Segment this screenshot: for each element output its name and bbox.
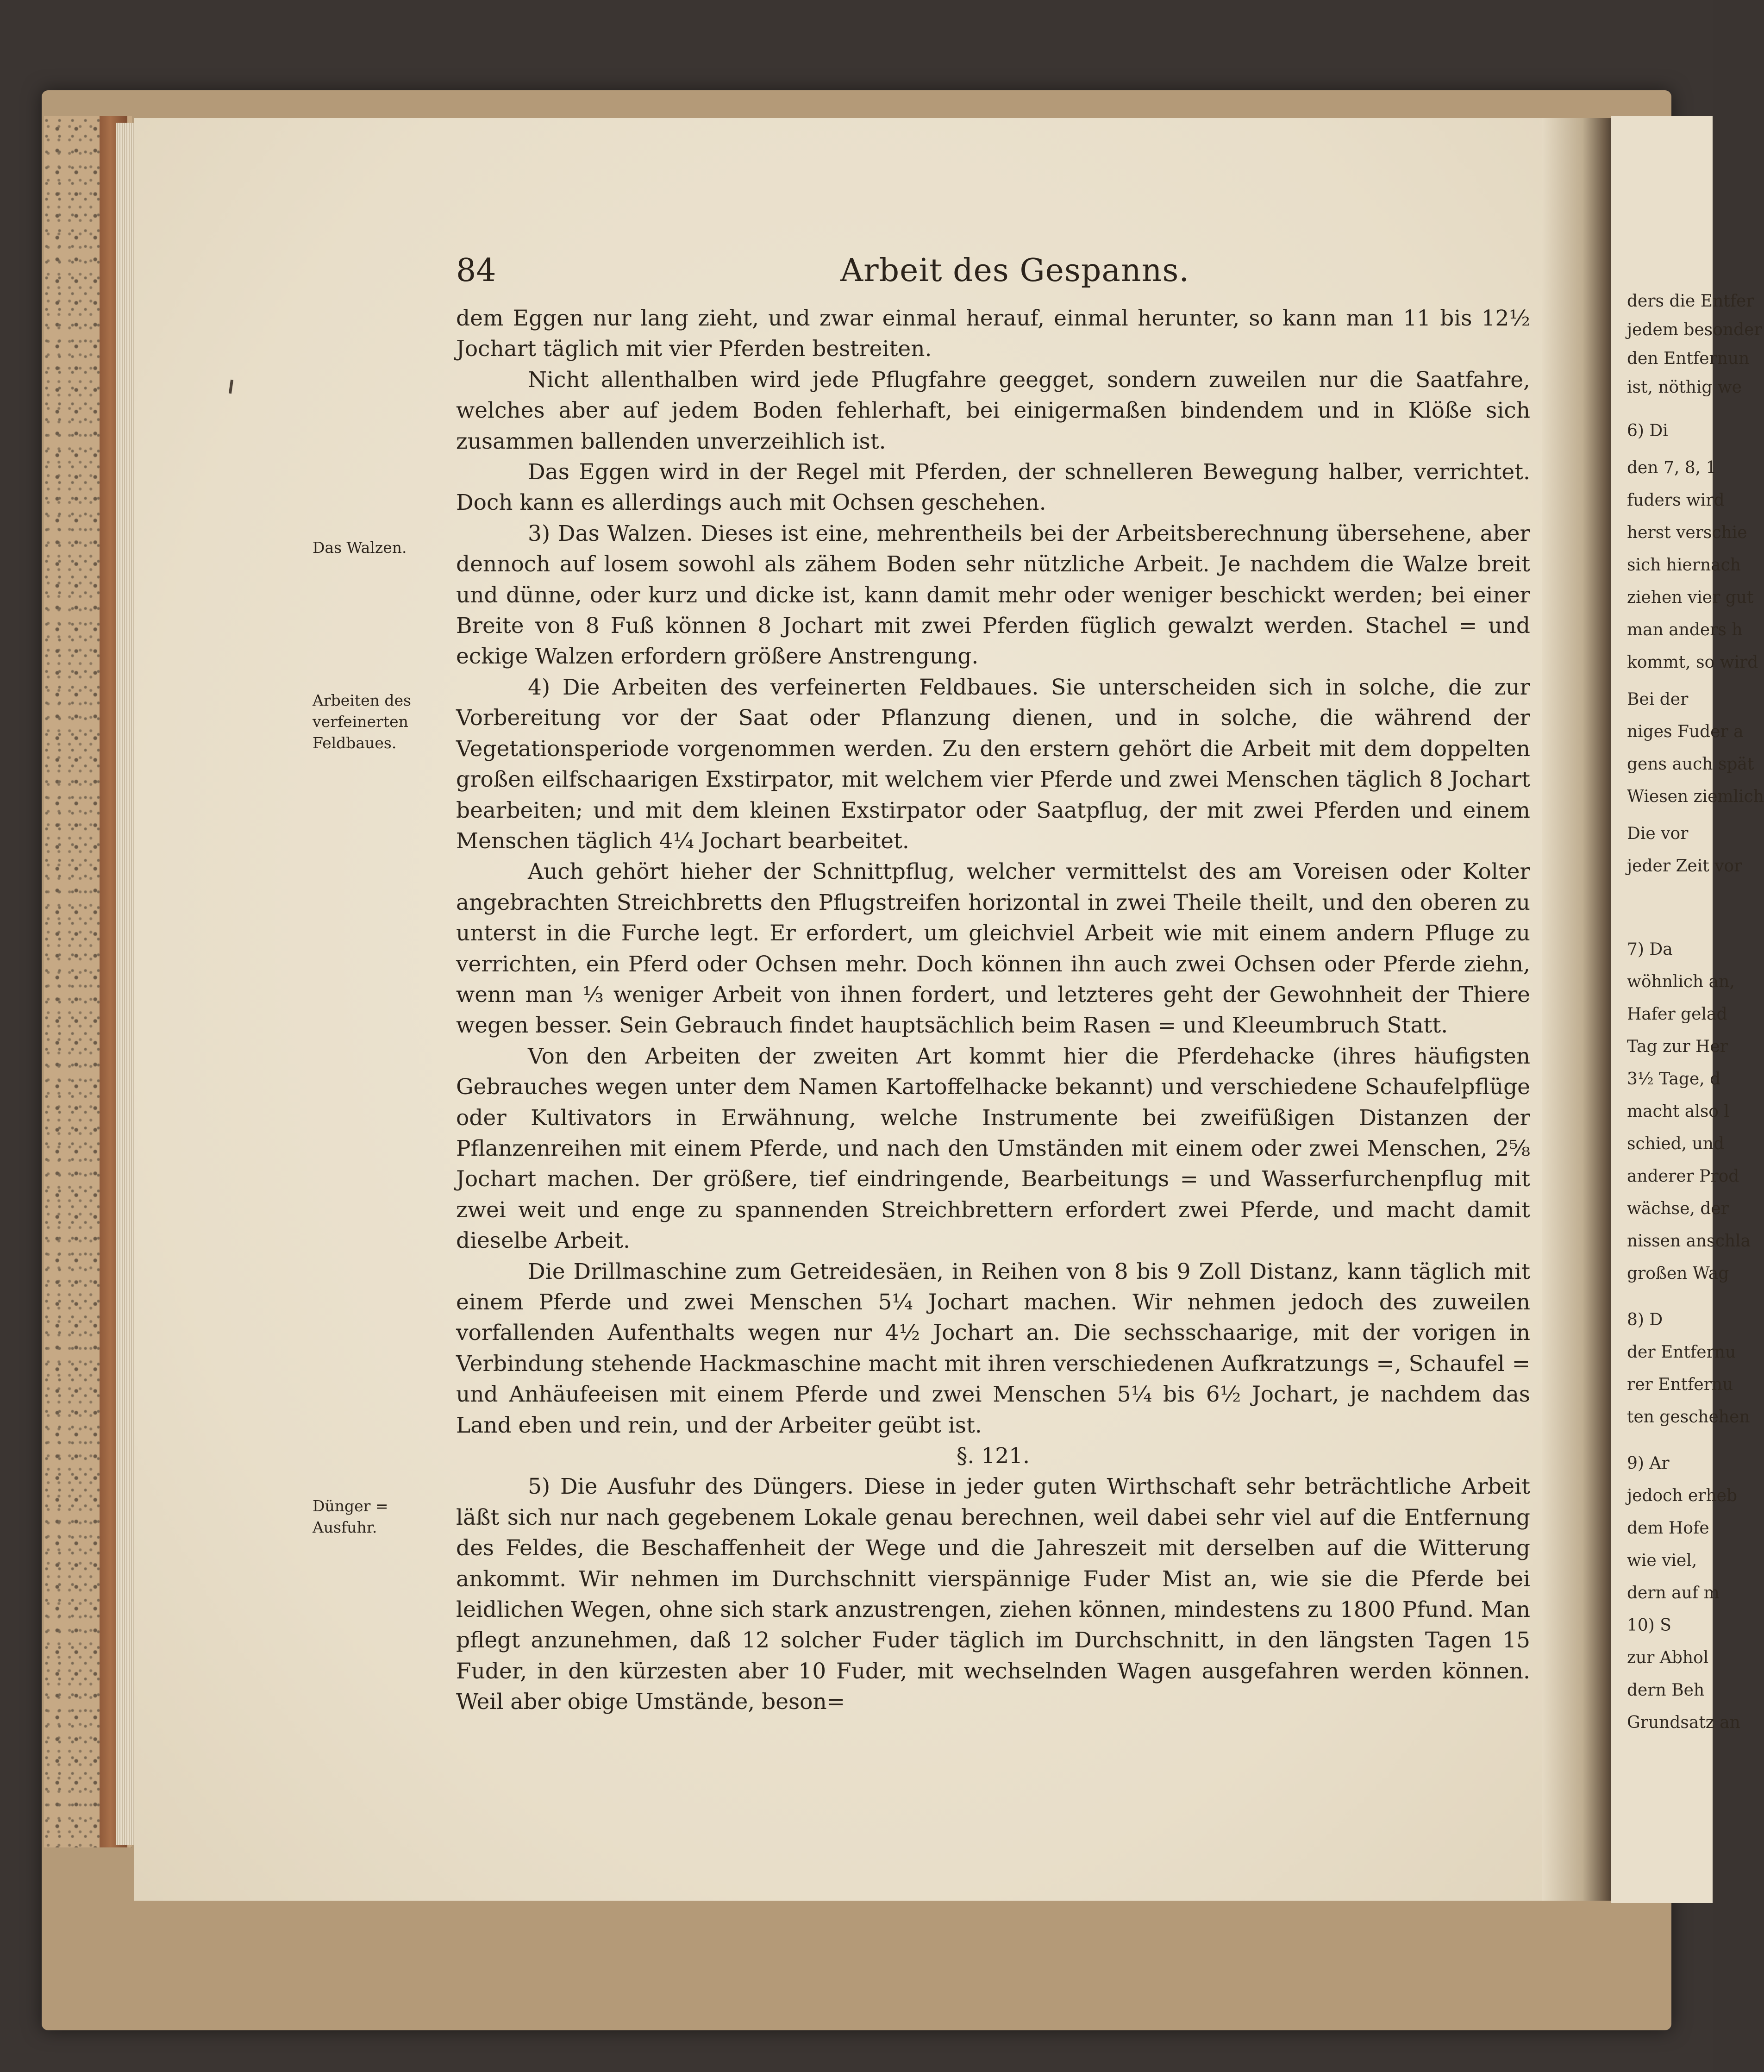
paragraph: Das Eggen wird in der Regel mit Pferden, der schnelleren Bewegung halber, verrichtet. Doch kann es allerdings auch mit Ochsen geschehen. (456, 459, 1530, 516)
facing-page-line: jedem besonder (1627, 320, 1762, 339)
facing-page-line: ders die Entfer (1627, 292, 1754, 311)
facing-page-line: 7) Da (1627, 940, 1673, 959)
facing-page-line: ten geschehen (1627, 1408, 1750, 1427)
facing-page-line: fuders wird (1627, 491, 1725, 510)
paragraph: Die Drillmaschine zum Getreidesäen, in Reihen von 8 bis 9 Zoll Distanz, kann täglich mit einem Pferde und zwei Menschen 5¼ Jochart machen. Wir nehmen jedoch des zuweilen vorfallenden Aufenthalts wegen nur 4½ Jochart an. Die sechsschaarige, mit der vorigen in Verbindung stehende Hackmaschine macht mit ihren verschiedenen Aufkratzungs =, Schaufel = und Anhäufeeisen mit einem Pferde und zwei Menschen 5¼ bis 6½ Jochart, je nachdem das Land eben und rein, und der Arbeiter geübt ist. (456, 1258, 1530, 1438)
facing-page (1611, 116, 1764, 1903)
facing-page-line: Hafer gelad (1627, 1005, 1727, 1024)
facing-page-line: 3½ Tage, d (1627, 1070, 1721, 1089)
facing-page-line: kommt, so wird (1627, 653, 1758, 672)
marginal-note: Das Walzen. (313, 538, 407, 557)
facing-page-line: macht also l (1627, 1102, 1729, 1121)
facing-page-line: 6) Di (1627, 421, 1668, 440)
book-gutter (1542, 118, 1616, 1901)
paragraph: 3) Das Walzen. Dieses ist eine, mehrentheils bei der Arbeitsberechnung übersehene, aber dennoch auf losem sowohl als zähem Boden sehr nützliche Arbeit. Je nachdem die Walze breit und dünne, oder kurz und dicke ist, kann damit mehr oder weniger beschickt werden; bei einer Breite von 8 Fuß können 8 Jochart mit zwei Pferden füglich gewalzt werden. Stachel = und eckige Walzen erfordern größere Anstrengung. (456, 520, 1530, 670)
facing-page-line: der Entfernu (1627, 1343, 1736, 1362)
running-title: Arbeit des Gespanns. (840, 252, 1189, 289)
facing-page-line: dem Hofe (1627, 1519, 1709, 1538)
paragraph: Nicht allenthalben wird jede Pflugfahre geegget, sondern zuweilen nur die Saatfahre, welches aber auf jedem Boden fehlerhaft, bei einigermaßen bindendem und in Klöße sich zusammen ballenden unverzeihlich ist. (456, 367, 1530, 454)
facing-page-line: 10) S (1627, 1616, 1671, 1635)
facing-page-line: gens auch spät (1627, 755, 1754, 774)
facing-page-line: den Entfernun (1627, 349, 1750, 368)
marginal-note: Arbeiten des verfeinerten Feldbaues. (313, 691, 411, 752)
facing-page-line: ziehen vier gut (1627, 588, 1754, 607)
facing-page-line: 8) D (1627, 1310, 1663, 1329)
paragraph: Von den Arbeiten der zweiten Art kommt hier die Pferdehacke (ihres häufigsten Gebrauches wegen unter dem Namen Kartoffelhacke bekannt) und verschiedene Schaufelpflüge oder Kultivators in Erwähnung, welche Instrumente bei zweifüßigen Distanzen der Pflanzenreihen mit einem Pferde, und nach den Umständen mit einem oder zwei Menschen, 2⅝ Jochart machen. Der größere, tief eindringende, Bearbeitungs = und Wasserfurchenpflug mit zwei weit und enge zu spannenden Streichbrettern erfordert zwei Pferde, und macht damit dieselbe Arbeit. (456, 1043, 1530, 1254)
page-number: 84 (456, 252, 496, 289)
body-text (456, 303, 1530, 1718)
facing-page-line: herst verschie (1627, 523, 1747, 542)
paragraph: 4) Die Arbeiten des verfeinerten Feldbaues. Sie unterscheiden sich in solche, die zur Vorbereitung vor der Saat oder Pflanzung dienen, und in solche, die während der Vegetationsperiode vorgenommen werden. Zu den erstern gehört die Arbeit mit dem doppelten großen eilfschaarigen Exstirpator, mit welchem vier Pferde und zwei Menschen täglich 8 Jochart bearbeiten; und mit dem kleinen Exstirpator oder Saatpflug, der mit zwei Pferden und einem Menschen täglich 4¼ Jochart bearbeitet. (456, 674, 1530, 854)
facing-page-line: 9) Ar (1627, 1454, 1670, 1473)
facing-page-line: großen Wag (1627, 1264, 1729, 1283)
facing-page-line: Grundsatz an (1627, 1713, 1740, 1732)
facing-page-line: wie viel, (1627, 1551, 1697, 1570)
page-edges (116, 123, 137, 1845)
paragraph: dem Eggen nur lang zieht, und zwar einmal herauf, einmal herunter, so kann man 11 bis 12½ Jochart täglich mit vier Pferden bestreiten. (456, 306, 1530, 362)
facing-page-line: wächse, der (1627, 1199, 1729, 1218)
facing-page-line: den 7, 8, 1 (1627, 458, 1717, 477)
facing-page-line: sich hiernach (1627, 556, 1741, 575)
facing-page-line: ist, nöthig we (1627, 378, 1742, 397)
marginal-note: Dünger = Ausfuhr. (313, 1497, 388, 1536)
facing-page-line: schied, und (1627, 1134, 1724, 1153)
facing-page-line: dern Beh (1627, 1681, 1705, 1700)
facing-page-line: anderer Prod (1627, 1167, 1739, 1186)
paragraph: Auch gehört hieher der Schnittpflug, welcher vermittelst des am Voreisen oder Kolter angebrachten Streichbretts den Pflugstreifen horizontal in zwei Theile theilt, und den oberen zu unterst in die Furche legt. Er erfordert, um gleichviel Arbeit wie mit einem andern Pfluge zu verrichten, ein Pferd oder Ochsen mehr. Doch können ihn auch zwei Ochsen oder Pferde ziehn, wenn man ⅓ weniger Arbeit von ihnen fordert, und letzteres geht der Gewohnheit der Thiere wegen besser. Sein Gebrauch findet hauptsächlich beim Rasen = und Kleeumbruch Statt. (456, 859, 1530, 1039)
facing-page-line: Tag zur Her (1627, 1037, 1728, 1056)
facing-page-line: Die vor (1627, 824, 1689, 843)
facing-page-line: nissen anschla (1627, 1232, 1751, 1251)
facing-page-line: jedoch erheb (1627, 1486, 1738, 1505)
paragraph: 5) Die Ausfuhr des Düngers. Diese in jeder guten Wirthschaft sehr beträchtliche Arbeit läßt sich nur nach gegebenem Lokale genau berechnen, weil dabei sehr viel auf die Entfernung des Feldes, die Beschaffenheit der Wege und die Jahreszeit mit derselben auf die Witterung ankommt. Wir nehmen im Durchschnitt vierspännige Fuder Mist an, wie sie die Pferde bei leidlichen Wegen, ohne sich stark anzustrengen, ziehen können, mindestens zu 1800 Pfund. Man pflegt anzunehmen, daß 12 solcher Fuder täglich im Durchschnitt, in den längsten Tagen 15 Fuder, in den kürzesten aber 10 Fuder, mit wechselnden Wagen ausgefahren werden können. Weil aber obige Umstände, beson= (456, 1474, 1530, 1715)
facing-page-line: Wiesen ziemlich (1627, 787, 1764, 806)
facing-page-line: dern auf m (1627, 1584, 1720, 1603)
facing-page-line: rer Entfernu (1627, 1375, 1733, 1394)
section-heading: §. 121. (956, 1443, 1030, 1469)
facing-page-line: zur Abhol (1627, 1648, 1709, 1667)
facing-page-line: man anders h (1627, 620, 1743, 639)
facing-page-line: wöhnlich an, (1627, 972, 1735, 991)
facing-page-line: Bei der (1627, 690, 1689, 709)
facing-page-line: niges Fuder a (1627, 722, 1744, 741)
facing-page-line: jeder Zeit vor (1627, 857, 1742, 876)
